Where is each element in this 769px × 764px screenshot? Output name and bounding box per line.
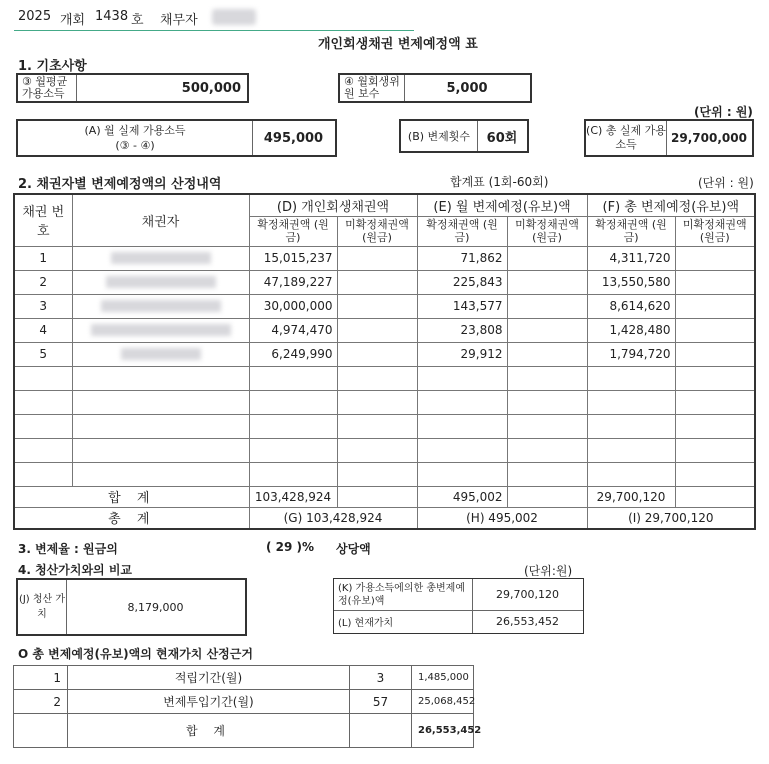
sum-row — [14, 486, 755, 507]
section4-heading: 4. 청산가치와의 비교 — [18, 563, 133, 577]
section5-heading: O 총 변제예정(유보)액의 현재가치 산정근거 — [18, 647, 253, 661]
col-header-creditor: 채권자 — [72, 194, 249, 246]
header-court: 개회 — [60, 13, 86, 28]
creditor-name-redacted — [72, 294, 249, 318]
row-f: 1,428,480 — [587, 318, 675, 342]
redacted-debtor-name — [212, 9, 256, 25]
header-debtor-label: 채무자 — [160, 13, 198, 28]
sum-e: 495,002 — [417, 486, 507, 507]
trustee-fee-label: ④ 월회생위원 보수 — [344, 75, 400, 100]
row-label: 적립기간(월) — [68, 666, 350, 690]
empty-row — [14, 438, 755, 462]
total-row — [14, 507, 755, 529]
table-row — [14, 666, 474, 690]
creditor-table — [13, 193, 756, 530]
creditor-name-redacted — [72, 246, 249, 270]
liquidation-value: 8,179,000 — [127, 600, 184, 614]
total-h: (H) 495,002 — [417, 507, 587, 529]
total-i: (I) 29,700,120 — [587, 507, 755, 529]
sub-header-unconfirmed: 미확정채권액 (원금) — [507, 216, 587, 246]
row-e: 23,808 — [417, 318, 507, 342]
sub-header-confirmed: 확정채권액 (원금) — [249, 216, 337, 246]
section2-unit: (단위 : 원) — [698, 176, 754, 190]
creditor-name-redacted — [72, 342, 249, 366]
empty-row — [14, 462, 755, 486]
table-row — [14, 690, 474, 714]
total-income-value: 29,700,000 — [671, 131, 747, 145]
row-no: 1 — [14, 246, 72, 270]
table-row — [14, 294, 755, 318]
row-f: 8,614,620 — [587, 294, 675, 318]
row-amount: 1,485,000 — [412, 666, 474, 690]
section2-heading: 2. 채권자별 변제예정액의 산정내역 — [18, 177, 222, 192]
monthly-income-label-sub: (③ - ④) — [115, 139, 155, 152]
l-label: (L) 현재가치 — [338, 618, 394, 629]
row-f: 1,794,720 — [587, 342, 675, 366]
row-d: 4,974,470 — [249, 318, 337, 342]
empty-row — [14, 390, 755, 414]
row-f: 13,550,580 — [587, 270, 675, 294]
row-no: 4 — [14, 318, 72, 342]
section2-summary: 합계표 (1회-60회) — [450, 175, 549, 189]
l-value: 26,553,452 — [496, 615, 559, 628]
header-case-no: 1438 — [95, 9, 129, 24]
row-no: 2 — [14, 690, 68, 714]
row-no: 3 — [14, 294, 72, 318]
liquidation-value-label: (J) 청산 가치 — [18, 594, 66, 620]
section3-heading: 3. 변제율 : 원금의 — [18, 542, 118, 556]
row-e: 29,912 — [417, 342, 507, 366]
section1-unit: (단위 : 원) — [694, 105, 753, 119]
row-d: 15,015,237 — [249, 246, 337, 270]
table-row — [14, 246, 755, 270]
creditor-name-redacted — [72, 270, 249, 294]
sub-header-unconfirmed: 미확정채권액 (원금) — [675, 216, 755, 246]
creditor-name-redacted — [72, 318, 249, 342]
table-row — [14, 318, 755, 342]
repayment-rate-suffix: 상당액 — [336, 542, 371, 556]
sub-header-unconfirmed: 미확정채권액 (원금) — [337, 216, 417, 246]
avg-income-box — [16, 73, 249, 103]
row-d: 6,249,990 — [249, 342, 337, 366]
row-e: 225,843 — [417, 270, 507, 294]
row-f: 4,311,720 — [587, 246, 675, 270]
sum-label: 합 계 — [68, 714, 350, 748]
repayment-count-box — [399, 119, 529, 153]
sum-f: 29,700,120 — [587, 486, 675, 507]
page-title: 개인회생채권 변제예정액 표 — [318, 37, 478, 52]
k-label: (K) 가용소득에의한 총변제예정(유보)액 — [338, 582, 465, 607]
sum-d: 103,428,924 — [249, 486, 337, 507]
sum-label: 합 계 — [14, 486, 249, 507]
row-months: 3 — [350, 666, 412, 690]
row-no: 2 — [14, 270, 72, 294]
total-label: 총 계 — [14, 507, 249, 529]
sub-header-confirmed: 확정채권액 (원금) — [417, 216, 507, 246]
trustee-fee-value: 5,000 — [446, 80, 488, 96]
row-amount: 25,068,452 — [412, 690, 474, 714]
monthly-income-label — [18, 121, 252, 155]
comparison-box — [333, 578, 584, 634]
row-months: 57 — [350, 690, 412, 714]
row-no: 1 — [14, 666, 68, 690]
total-income-box — [584, 119, 754, 157]
col-header-f: (F) 총 변제예정(유보)액 — [587, 194, 755, 216]
row-no: 5 — [14, 342, 72, 366]
section4-unit: (단위:원) — [524, 564, 573, 578]
table-row — [14, 270, 755, 294]
sum-amount: 26,553,452 — [412, 714, 474, 748]
avg-income-value: 500,000 — [181, 80, 241, 96]
sub-header-confirmed: 확정채권액 (원금) — [587, 216, 675, 246]
header-underline — [14, 30, 414, 31]
avg-income-label: ③ 월평균 가용소득 — [22, 75, 68, 100]
trustee-fee-box — [338, 73, 532, 103]
col-header-e: (E) 월 변제예정(유보)액 — [417, 194, 587, 216]
repayment-rate: ( 29 )% — [266, 540, 315, 554]
row-d: 30,000,000 — [249, 294, 337, 318]
table-row — [14, 342, 755, 366]
empty-row — [14, 414, 755, 438]
liquidation-value-box — [16, 578, 247, 636]
monthly-income-label-main: (A) 월 실제 가용소득 — [84, 124, 186, 137]
monthly-income-box — [16, 119, 337, 157]
row-e: 71,862 — [417, 246, 507, 270]
col-header-d: (D) 개인회생채권액 — [249, 194, 417, 216]
total-income-label: (C) 총 실제 가용소득 — [586, 124, 666, 151]
present-value-table — [13, 665, 482, 748]
row-e: 143,577 — [417, 294, 507, 318]
empty-row — [14, 366, 755, 390]
header-year: 2025 — [18, 9, 52, 24]
repayment-count-label: (B) 변제횟수 — [407, 130, 471, 143]
row-d: 47,189,227 — [249, 270, 337, 294]
k-value: 29,700,120 — [496, 588, 559, 601]
repayment-count-value: 60회 — [486, 130, 518, 146]
section1-heading: 1. 기초사항 — [18, 59, 87, 74]
header-case-suffix: 호 — [131, 13, 144, 28]
total-g: (G) 103,428,924 — [249, 507, 417, 529]
monthly-income-value: 495,000 — [263, 130, 324, 146]
row-label: 변제투입기간(월) — [68, 690, 350, 714]
col-header-no: 채권 번호 — [14, 194, 72, 246]
sum-row — [14, 714, 474, 748]
